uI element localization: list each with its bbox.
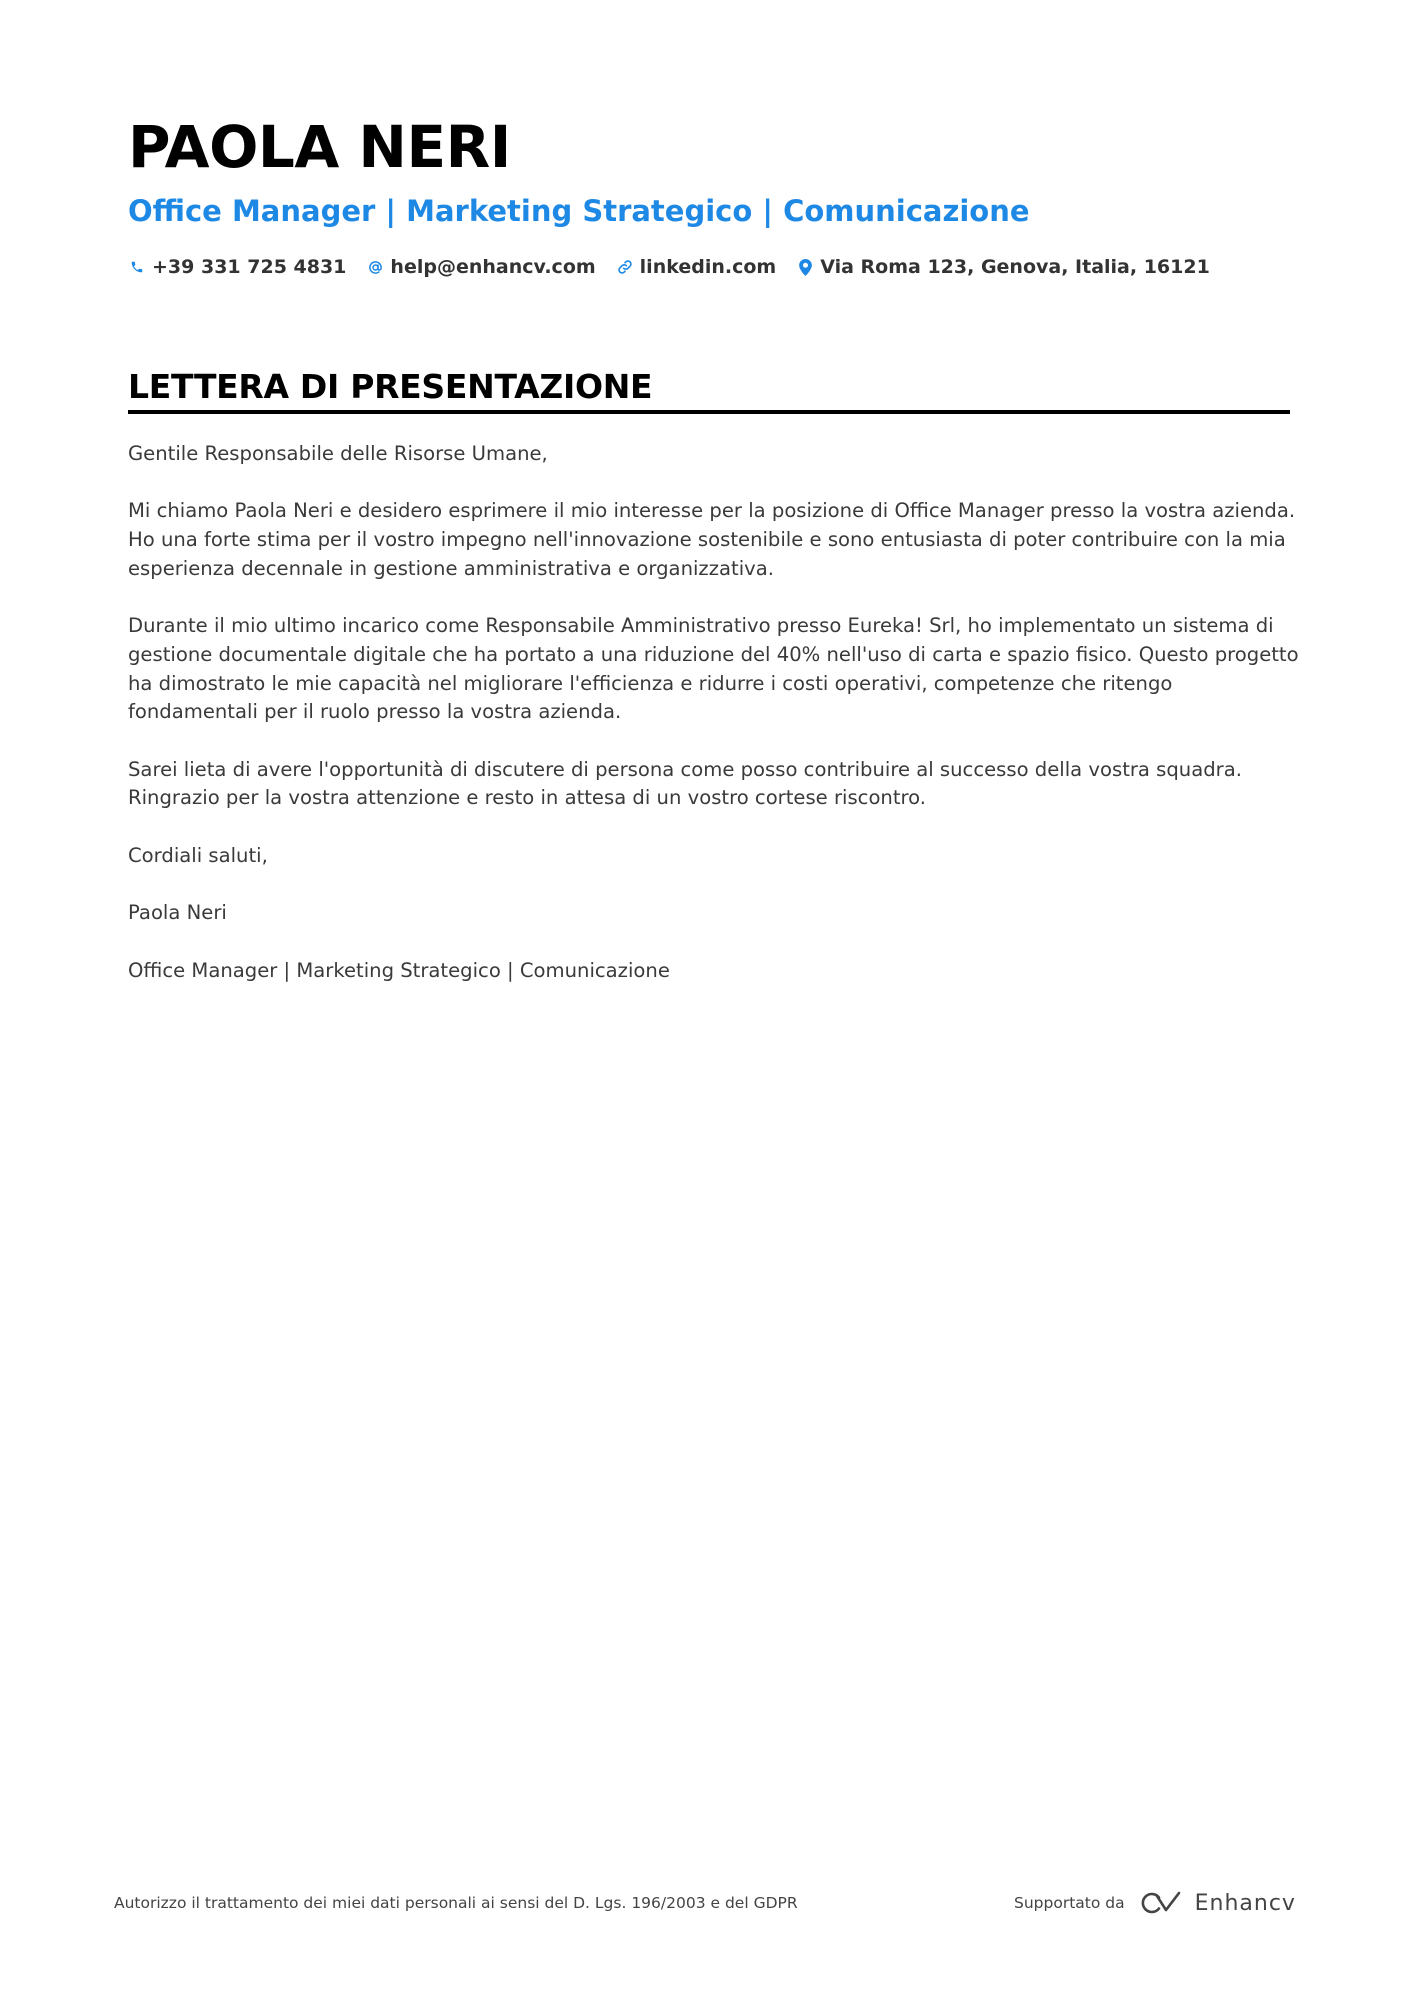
enhancv-logo[interactable]	[1137, 1890, 1296, 1916]
contact-email[interactable]	[366, 256, 595, 278]
address-text: Via Roma 123, Genova, Italia, 16121	[820, 256, 1210, 278]
link-icon	[616, 257, 634, 277]
candidate-name: PAOLA NERI	[128, 113, 511, 181]
letter-closing: Cordiali saluti,	[128, 843, 268, 867]
phone-number: +39 331 725 4831	[152, 256, 347, 278]
enhancv-wordmark: Enhancv	[1194, 1890, 1296, 1916]
website-link: linkedin.com	[639, 256, 777, 278]
letter-paragraph: Mi chiamo Paola Neri e desidero esprimere il mio interesse per la posizione di Office Manager presso la vostra azienda. Ho una forte stima per il vostro impegno nell'innovazione sostenibile e sono entusiasta di poter contribuire con la mia esperienza decennale in gestione amministrativa e organizzativa.	[128, 499, 1296, 580]
contact-website[interactable]	[616, 256, 777, 278]
candidate-headline: Office Manager | Marketing Strategico | Comunicazione	[128, 194, 1030, 228]
enhancv-logo-icon	[1137, 1890, 1185, 1916]
contact-phone[interactable]	[128, 256, 346, 278]
section-title: LETTERA DI PRESENTAZIONE	[128, 367, 653, 406]
consent-note: Autorizzo il trattamento dei miei dati personali ai sensi del D. Lgs. 196/2003 e del GDPR	[114, 1894, 798, 1912]
at-icon	[366, 257, 384, 277]
signature-name: Paola Neri	[128, 901, 227, 925]
email-address: help@enhancv.com	[390, 256, 596, 278]
section-divider	[128, 410, 1290, 414]
letter-greeting: Gentile Responsabile delle Risorse Umane,	[128, 442, 548, 465]
location-pin-icon	[796, 257, 814, 277]
contact-address	[796, 256, 1210, 278]
letter-paragraph: Sarei lieta di avere l'opportunità di discutere di persona come posso contribuire al successo della vostra squadra. Ringrazio per la vostra attenzione e resto in attesa di un vostro cortese riscontro.	[128, 757, 1242, 810]
letter-body	[128, 440, 1303, 1014]
contact-bar	[128, 252, 1210, 282]
phone-icon	[128, 257, 146, 277]
letter-paragraph: Durante il mio ultimo incarico come Responsabile Amministrativo presso Eureka! Srl, ho implementato un sistema di gestione documentale digitale che ha portato a una riduzione del 40% nell'uso di carta e spazio fisico. Questo progetto ha dimostrato le mie capacità nel migliorare l'efficienza e ridurre i costi operativi, competenze che ritengo fondamentali per il ruolo presso la vostra azienda.	[128, 614, 1299, 724]
supported-by-label: Supportato da	[1014, 1894, 1125, 1912]
signature-title: Office Manager | Marketing Strategico | Comunicazione	[128, 958, 670, 982]
powered-by	[1014, 1880, 1296, 1926]
